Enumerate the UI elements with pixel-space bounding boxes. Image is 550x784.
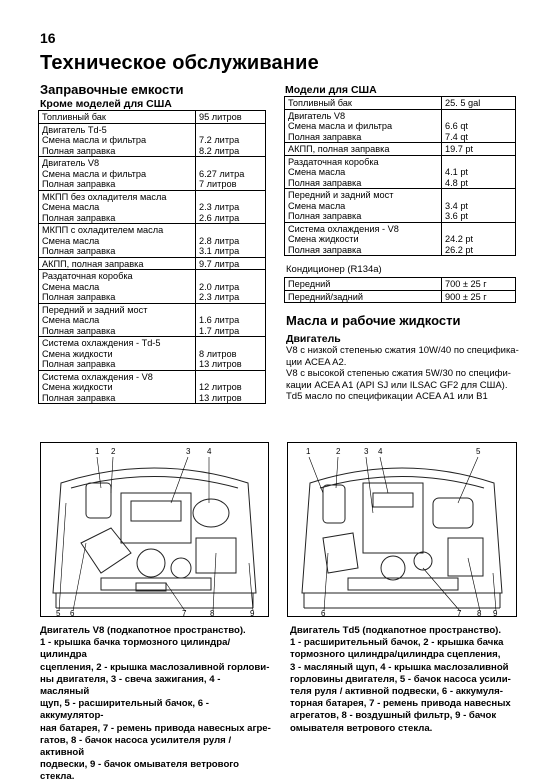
table-row bbox=[285, 143, 516, 156]
row-label: Раздаточная коробка Смена масла Полная заправка bbox=[285, 155, 442, 189]
callout-number: 6 bbox=[70, 609, 75, 618]
callout-number: 9 bbox=[250, 609, 255, 618]
row-label: АКПП, полная заправка bbox=[39, 257, 196, 270]
row-value: 3.4 pt 3.6 pt bbox=[442, 189, 516, 223]
table-row bbox=[285, 222, 516, 256]
caption-line: ны двигателя, 3 - свеча зажигания, 4 - масляный bbox=[40, 673, 221, 698]
capacities-heading: Заправочные емкости bbox=[40, 82, 184, 97]
row-value: 1.6 литра 1.7 литра bbox=[196, 303, 266, 337]
table-row bbox=[39, 190, 266, 224]
oil-spec-line: кации ACEA A1 (API SJ или ILSAC GF2 для США). bbox=[286, 379, 508, 391]
table-row bbox=[39, 111, 266, 124]
row-label: Двигатель V8 Смена масла и фильтра Полная заправка bbox=[285, 109, 442, 143]
row-value: 2.0 литра 2.3 литра bbox=[196, 270, 266, 304]
td5-figure-caption bbox=[290, 625, 522, 735]
callout-number: 1 bbox=[306, 447, 311, 456]
caption-line: щуп, 5 - расширительный бачок, 6 - аккумулятор- bbox=[40, 698, 209, 722]
caption-line: 3 - масляный щуп, 4 - крышка маслозаливной bbox=[290, 661, 509, 673]
table-row bbox=[39, 224, 266, 258]
row-label: МКПП с охладителем масла Смена масла Полная заправка bbox=[39, 224, 196, 258]
callout-number: 4 bbox=[207, 447, 212, 456]
td5-engine-drawing bbox=[288, 443, 516, 616]
caption-line: подвески, 9 - бачок омывателя ветрового стекла. bbox=[40, 759, 240, 783]
row-value: 900 ± 25 г bbox=[442, 290, 516, 303]
callout-number: 3 bbox=[186, 447, 191, 456]
capacities-table-usa bbox=[284, 96, 516, 256]
ac-heading: Кондиционер (R134a) bbox=[286, 264, 382, 275]
caption-line: омывателя ветрового стекла. bbox=[290, 722, 433, 734]
row-value: 9.7 литра bbox=[196, 257, 266, 270]
oil-spec-line: Td5 масло по спецификации ACEA A1 или B1 bbox=[286, 391, 488, 402]
ac-table bbox=[284, 277, 516, 303]
table-row bbox=[39, 123, 266, 157]
row-label: Передний bbox=[285, 278, 442, 291]
caption-line: 1 - крышка бачка тормозного цилиндра/цилиндра bbox=[40, 637, 231, 661]
table-row bbox=[39, 303, 266, 337]
callout-number: 8 bbox=[210, 609, 215, 618]
caption-line: торная батарея, 7 - ремень привода навесных bbox=[290, 698, 511, 710]
row-value: 2.3 литра 2.6 литра bbox=[196, 190, 266, 224]
capacities-table-non-usa bbox=[38, 110, 266, 404]
non-usa-subheading: Кроме моделей для США bbox=[40, 98, 172, 110]
caption-line: Двигатель V8 (подкапотное пространство). bbox=[40, 625, 246, 636]
v8-engine-bay-figure bbox=[40, 442, 269, 617]
row-value: 700 ± 25 г bbox=[442, 278, 516, 291]
table-row bbox=[39, 157, 266, 191]
v8-figure-caption bbox=[40, 625, 272, 784]
engine-oil-text bbox=[286, 345, 519, 403]
row-value: 6.6 qt 7.4 qt bbox=[442, 109, 516, 143]
row-value: 19.7 pt bbox=[442, 143, 516, 156]
v8-engine-drawing bbox=[41, 443, 268, 616]
table-row bbox=[285, 278, 516, 291]
engine-oil-subheading: Двигатель bbox=[286, 333, 341, 345]
caption-line: Двигатель Td5 (подкапотное пространство). bbox=[290, 625, 502, 636]
table-row bbox=[285, 290, 516, 303]
row-label: Двигатель V8 Смена масла и фильтра Полная заправка bbox=[39, 157, 196, 191]
callout-number: 7 bbox=[182, 609, 187, 618]
row-value: 95 литров bbox=[196, 111, 266, 124]
table-row bbox=[285, 155, 516, 189]
table-row bbox=[39, 370, 266, 404]
row-label: Двигатель Td-5 Смена масла и фильтра Полная заправка bbox=[39, 123, 196, 157]
callout-number: 5 bbox=[56, 609, 61, 618]
callout-number: 1 bbox=[95, 447, 100, 456]
td5-engine-bay-figure bbox=[287, 442, 517, 617]
caption-line: тормозного цилиндра/цилиндра сцепления, bbox=[290, 649, 501, 661]
callout-number: 9 bbox=[493, 609, 498, 618]
caption-line: теля руля / активной подвески, 6 - аккумуля- bbox=[290, 686, 503, 698]
table-row bbox=[285, 109, 516, 143]
row-value: 6.27 литра 7 литров bbox=[196, 157, 266, 191]
table-row bbox=[39, 337, 266, 371]
row-label: Топливный бак bbox=[39, 111, 196, 124]
row-value: 7.2 литра 8.2 литра bbox=[196, 123, 266, 157]
row-label: Система охлаждения - V8 Смена жидкости Полная заправка bbox=[285, 222, 442, 256]
oil-spec-line: V8 с низкой степенью сжатия 10W/40 по специфика- bbox=[286, 345, 519, 356]
callout-number: 6 bbox=[321, 609, 326, 618]
table-row bbox=[39, 257, 266, 270]
usa-subheading: Модели для США bbox=[285, 84, 377, 96]
table-row bbox=[285, 97, 516, 110]
callout-number: 7 bbox=[457, 609, 462, 618]
row-value: 2.8 литра 3.1 литра bbox=[196, 224, 266, 258]
caption-line: сцепления, 2 - крышка маслозаливной горлови- bbox=[40, 661, 270, 673]
row-label: Передний/задний bbox=[285, 290, 442, 303]
callout-number: 4 bbox=[378, 447, 383, 456]
row-value: 8 литров 13 литров bbox=[196, 337, 266, 371]
row-label: Система охлаждения - V8 Смена жидкости Полная заправка bbox=[39, 370, 196, 404]
callout-number: 3 bbox=[364, 447, 369, 456]
caption-line: ная батарея, 7 - ремень привода навесных агре- bbox=[40, 722, 271, 734]
row-label: МКПП без охладителя масла Смена масла Полная заправка bbox=[39, 190, 196, 224]
row-label: АКПП, полная заправка bbox=[285, 143, 442, 156]
row-value: 4.1 pt 4.8 pt bbox=[442, 155, 516, 189]
row-label: Система охлаждения - Td-5 Смена жидкости Полная заправка bbox=[39, 337, 196, 371]
callout-number: 2 bbox=[111, 447, 116, 456]
oil-spec-line: ции ACEA A2. bbox=[286, 356, 347, 368]
row-value: 12 литров 13 литров bbox=[196, 370, 266, 404]
page-title: Техническое обслуживание bbox=[40, 52, 319, 74]
oils-heading: Масла и рабочие жидкости bbox=[286, 313, 461, 328]
table-row bbox=[285, 189, 516, 223]
oil-spec-line: V8 с высокой степенью сжатия 5W/30 по специфи- bbox=[286, 368, 511, 379]
callout-number: 2 bbox=[336, 447, 341, 456]
row-value: 24.2 pt 26.2 pt bbox=[442, 222, 516, 256]
row-value: 25. 5 gal bbox=[442, 97, 516, 110]
caption-line: горловины двигателя, 5 - бачок насоса усили- bbox=[290, 673, 511, 685]
page-number: 16 bbox=[40, 30, 56, 46]
caption-line: гатов, 8 - бачок насоса усилителя руля / активной bbox=[40, 734, 232, 759]
callout-number: 8 bbox=[477, 609, 482, 618]
caption-line: 1 - расширительный бачок, 2 - крышка бачка bbox=[290, 637, 504, 649]
callout-number: 5 bbox=[476, 447, 481, 456]
row-label: Топливный бак bbox=[285, 97, 442, 110]
row-label: Раздаточная коробка Смена масла Полная заправка bbox=[39, 270, 196, 304]
table-row bbox=[39, 270, 266, 304]
caption-line: агрегатов, 8 - воздушный фильтр, 9 - бачок bbox=[290, 710, 497, 722]
row-label: Передний и задний мост Смена масла Полная заправка bbox=[285, 189, 442, 223]
row-label: Передний и задний мост Смена масла Полная заправка bbox=[39, 303, 196, 337]
